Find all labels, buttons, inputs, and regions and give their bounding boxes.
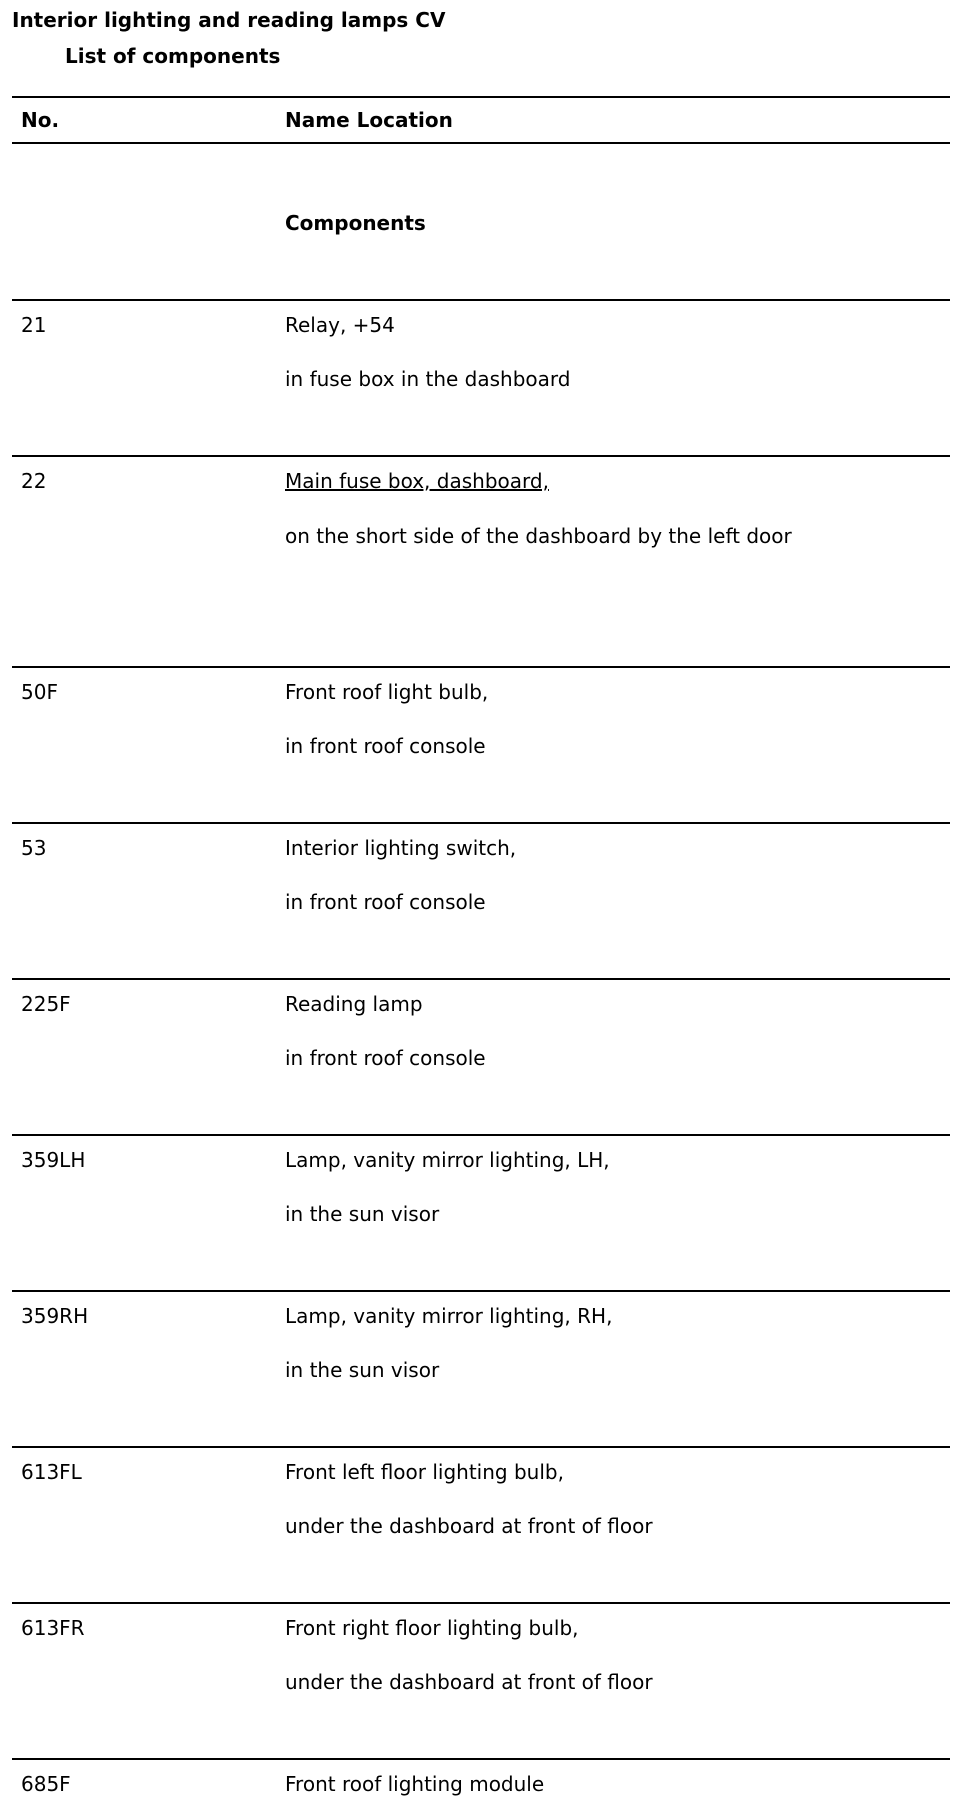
component-name: Front left floor lighting bulb, — [285, 1460, 564, 1484]
row-separator — [12, 455, 950, 457]
component-name: Front right floor lighting bulb, — [285, 1616, 579, 1640]
component-number: 359RH — [21, 1304, 89, 1328]
component-number: 225F — [21, 992, 71, 1016]
row-separator — [12, 299, 950, 301]
component-location: under the dashboard at front of floor — [285, 1670, 653, 1694]
row-separator — [12, 1134, 950, 1136]
table-rule-top — [12, 96, 950, 98]
component-number: 613FR — [21, 1616, 85, 1640]
component-location: in fuse box in the dashboard — [285, 367, 571, 391]
component-name: Lamp, vanity mirror lighting, RH, — [285, 1304, 613, 1328]
row-separator — [12, 978, 950, 980]
component-name: Lamp, vanity mirror lighting, LH, — [285, 1148, 610, 1172]
row-separator — [12, 1446, 950, 1448]
component-location: in the sun visor — [285, 1202, 440, 1226]
row-separator — [12, 1602, 950, 1604]
component-name: Relay, +54 — [285, 313, 395, 337]
row-separator — [12, 1758, 950, 1760]
component-location: under the dashboard at front of floor — [285, 1514, 653, 1538]
row-separator — [12, 1290, 950, 1292]
component-number: 22 — [21, 469, 47, 493]
column-header-no: No. — [21, 108, 60, 132]
component-location: in front roof console — [285, 734, 486, 758]
component-number: 50F — [21, 680, 58, 704]
component-name: Front roof lighting module — [285, 1772, 545, 1796]
component-name: Front roof light bulb, — [285, 680, 489, 704]
component-name-link[interactable]: Main fuse box, dashboard, — [285, 469, 549, 493]
table-rule-header — [12, 142, 950, 144]
component-name: Reading lamp — [285, 992, 423, 1016]
component-number: 613FL — [21, 1460, 82, 1484]
component-number: 53 — [21, 836, 47, 860]
component-location: in front roof console — [285, 1046, 486, 1070]
component-location: on the short side of the dashboard by the left door — [285, 524, 792, 548]
component-name: Interior lighting switch, — [285, 836, 517, 860]
document-subtitle: List of components — [65, 44, 281, 68]
row-separator — [12, 666, 950, 668]
column-header-name-location: Name Location — [285, 108, 453, 132]
row-separator — [12, 822, 950, 824]
component-location: in front roof console — [285, 890, 486, 914]
component-number: 359LH — [21, 1148, 86, 1172]
component-location: in the sun visor — [285, 1358, 440, 1382]
document-title: Interior lighting and reading lamps CV — [12, 8, 446, 32]
component-number: 685F — [21, 1772, 71, 1796]
section-heading: Components — [285, 211, 426, 235]
component-number: 21 — [21, 313, 47, 337]
